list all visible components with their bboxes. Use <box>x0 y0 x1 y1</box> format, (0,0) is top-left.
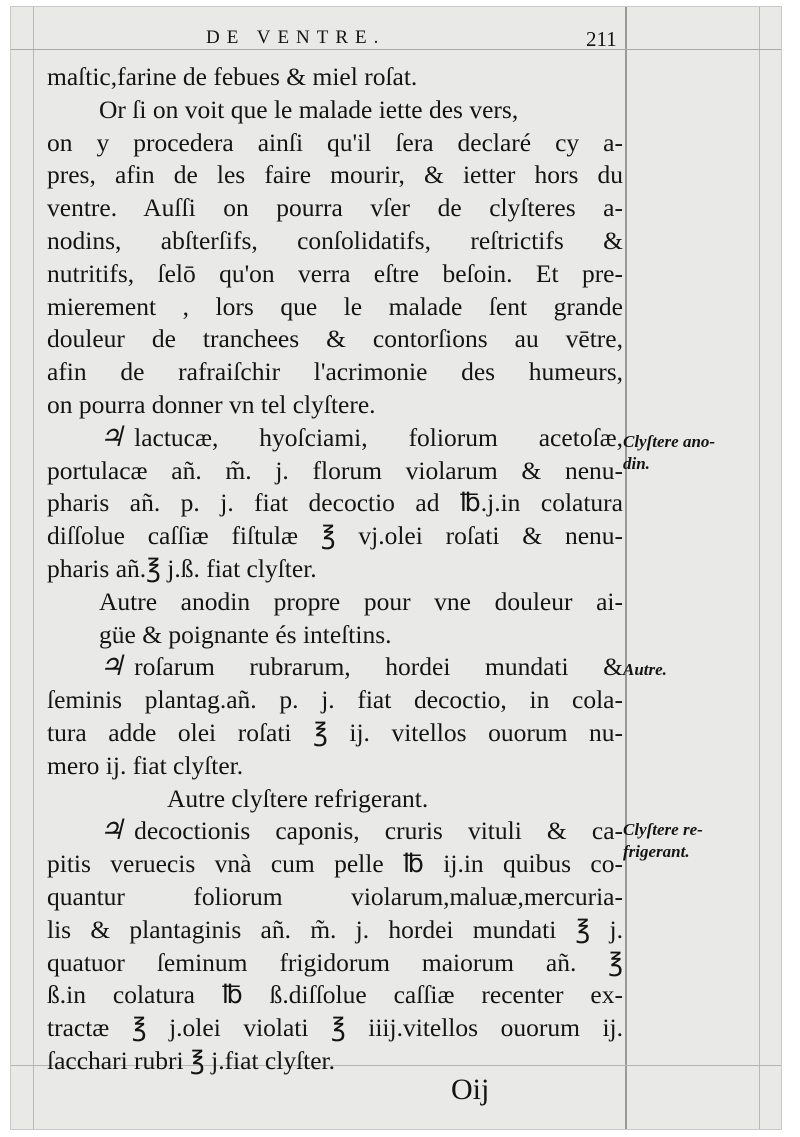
recipe-symbol: ♃ <box>99 815 125 847</box>
text-line <box>47 979 623 1012</box>
running-head: DE VENTRE. <box>206 27 386 48</box>
line-text: nodins, abſterſifs, conſolidatifs, reſtrictifs & <box>47 225 623 255</box>
text-line <box>47 848 623 881</box>
line-text: pharis añ.℥ j.ß. fiat clyſter. <box>47 553 317 583</box>
text-line <box>47 947 623 980</box>
text-line <box>47 1012 623 1045</box>
line-text: nutritifs, ſelō qu'on verra eſtre beſoin. Et pre- <box>47 258 623 288</box>
text-line <box>47 750 623 783</box>
line-text: quatuor ſeminum frigidorum maiorum añ. ℥ <box>47 947 623 977</box>
text-line <box>47 717 623 750</box>
margin-note-clystere-anodin <box>623 431 763 475</box>
text-line <box>47 291 623 324</box>
text-line <box>47 225 623 258</box>
text-line <box>47 389 623 422</box>
text-line <box>47 159 623 192</box>
line-text: pharis añ. p. j. fiat decoctio ad ℔.j.in colatura <box>47 488 623 518</box>
line-text: lactucæ, hyoſciami, foliorum acetoſæ, <box>134 422 623 452</box>
text-line <box>47 684 623 717</box>
text-line <box>47 586 623 619</box>
margin-note-line: Autre. <box>623 660 667 679</box>
line-text: on y procedera ainſi qu'il ſera declaré cy a- <box>47 127 623 157</box>
text-line <box>47 258 623 291</box>
signature-mark: Oij <box>451 1073 490 1106</box>
show-through-rule <box>759 7 760 1129</box>
text-line <box>47 127 623 160</box>
text-line <box>47 553 623 586</box>
line-text: decoctionis caponis, cruris vituli & ca- <box>134 816 623 846</box>
text-line <box>47 487 623 520</box>
line-text: ſacchari rubri ℥ j.fiat clyſter. <box>47 1045 336 1075</box>
text-line <box>47 815 623 848</box>
text-line <box>47 455 623 488</box>
margin-note-line: Clyſtere ano- <box>623 432 716 451</box>
text-line <box>47 422 623 455</box>
margin-note-line: din. <box>623 454 650 473</box>
line-text: tura adde olei roſati ℥ ij. vitellos ouorum nu- <box>47 717 623 747</box>
line-text: Or ſi on voit que le malade iette des vers, <box>99 94 519 124</box>
line-text: Autre clyſtere refrigerant. <box>167 783 429 813</box>
line-text: quantur foliorum violarum,maluæ,mercuria- <box>47 881 623 911</box>
line-text: mierement , lors que le malade ſent grande <box>47 291 623 321</box>
text-line <box>47 61 623 94</box>
line-text: on pourra donner vn tel clyſtere. <box>47 389 376 419</box>
line-text: afin de rafraiſchir l'acrimonie des humeurs, <box>47 357 623 387</box>
text-line <box>47 192 623 225</box>
line-text: pitis veruecis vnà cum pelle ℔ ij.in quibus co- <box>47 849 623 879</box>
line-text: portulacæ añ. m̃. j. florum violarum & nenu- <box>47 455 623 485</box>
line-text: güe & poignante és inteſtins. <box>99 619 392 649</box>
gutter-rule <box>625 7 627 1129</box>
margin-note-clystere-refrigerant <box>623 819 763 863</box>
text-line <box>47 520 623 553</box>
text-line <box>47 651 623 684</box>
line-text: ſeminis plantag.añ. p. j. fiat decoctio, in cola- <box>47 685 623 715</box>
line-text: maſtic,farine de febues & miel roſat. <box>47 62 418 91</box>
page-number: 211 <box>586 27 617 51</box>
text-line <box>47 1045 623 1078</box>
show-through-rule <box>33 7 34 1129</box>
line-text: diſſolue caſſiæ fiſtulæ ℥ vj.olei roſati & nenu- <box>47 521 623 551</box>
text-line <box>47 94 623 127</box>
header-rule <box>11 49 781 50</box>
line-text: lis & plantaginis añ. m̃. j. hordei mundati ℥ j. <box>47 914 623 944</box>
line-text: mero ij. fiat clyſter. <box>47 750 244 780</box>
margin-note-autre <box>623 659 763 681</box>
text-line <box>47 783 623 816</box>
recipe-symbol: ♃ <box>99 651 125 683</box>
recipe-symbol: ♃ <box>99 421 125 453</box>
book-page <box>10 6 782 1130</box>
body-text <box>47 61 623 1078</box>
text-line <box>47 356 623 389</box>
text-line <box>47 914 623 947</box>
line-text: douleur de tranchees & contorſions au vētre, <box>47 324 623 354</box>
text-line <box>47 881 623 914</box>
line-text: pres, afin de les faire mourir, & ietter hors du <box>47 160 623 190</box>
text-line <box>47 619 623 652</box>
line-text: ß.in colatura ℔ ß.diſſolue caſſiæ recenter ex- <box>47 980 623 1010</box>
text-line <box>47 323 623 356</box>
margin-note-line: frigerant. <box>623 842 690 861</box>
line-text: Autre anodin propre pour vne douleur ai- <box>99 586 623 616</box>
margin-note-line: Clyſtere re- <box>623 820 703 839</box>
line-text: roſarum rubrarum, hordei mundati & <box>134 652 623 682</box>
line-text: ventre. Auſſi on pourra vſer de clyſteres a- <box>47 193 623 223</box>
line-text: tractæ ℥ j.olei violati ℥ iiij.vitellos ouorum ij. <box>47 1013 623 1043</box>
